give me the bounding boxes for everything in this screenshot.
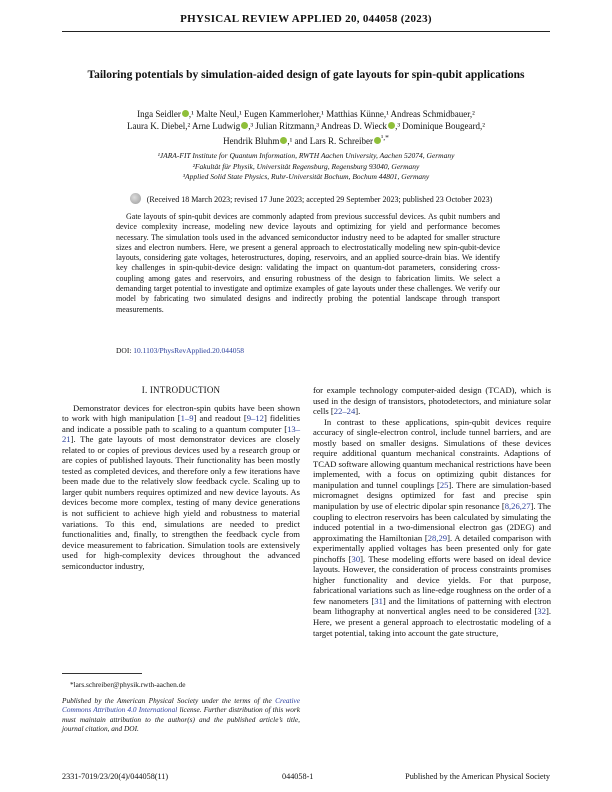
intro-paragraph-1-cont [313, 385, 551, 417]
text-run: ]. [355, 406, 361, 417]
crossmark-icon[interactable] [130, 193, 141, 204]
citation-link[interactable]: 28,29 [427, 532, 448, 543]
authors-line2c: ,³ Julian Ritzmann,³ Andreas D. Wieck [248, 121, 388, 131]
affiliation-2: ²Fakultät für Physik, Universität Regensburg, Regensburg 93040, Germany [192, 161, 420, 171]
text-run: ] and the limitations of patterning with electron beam lithography at nonvertical angles need to be considered [ [313, 595, 551, 617]
footnote-rule [62, 673, 142, 674]
text-run: ]. Here, we present a general approach to electrostatic modeling of a target potential, taking into account the gate structure, [313, 606, 551, 638]
authors-line3b: ,¹ and Lars R. Schreiber [287, 136, 374, 146]
text-run: Published by the American Physical Society under the terms of the [62, 695, 276, 705]
text-run: license. Further distribution of this work must maintain attribution to the author(s) and the published article’s title, journal citation, and DOI. [62, 705, 300, 734]
doi-line [116, 346, 244, 355]
header-rule [62, 31, 550, 32]
citation-link[interactable]: 22–24 [333, 406, 356, 417]
text-run: Demonstrator devices for electron-spin qubits have been shown to work with high manipulation [ [62, 402, 300, 424]
received-dates [80, 193, 542, 205]
abstract: Gate layouts of spin-qubit devices are commonly adapted from previous successful devices. As qubit numbers and device complexity increase, modeling new device layouts and optimizing for yield and performance becomes necessary. The simulation tools used in the advanced semiconductor industry need to be adapted for smaller structure sizes and electron numbers. Here, we present a general approach to electrostatically modeling new spin-qubit-device layouts, considering gate voltages, heterostructures, doping, reservoirs, and an applied source-drain bias. We identify key challenges in spin-qubit-device design: validating the impact on quantum-dot parameters, considering cross-coupling among gates and reservoirs, and ensuring robustness of the design to fabrication limits. We select a demanding target potential to investigate and optimize examples of gate layouts under these challenges. We verify our model by fabricating two simulated designs and indirectly probing the potential landscape through transport measurements. [116, 212, 500, 314]
orcid-icon[interactable] [374, 137, 381, 144]
intro-paragraph-2 [313, 417, 551, 638]
citation-link[interactable]: 31 [374, 595, 383, 606]
authors-line2b: ² Arne Ludwig [187, 121, 241, 131]
text-run: for example technology computer-aided design (TCAD), which is used in the design of transistors, photodetectors, and miniature solar cells [ [313, 385, 551, 417]
article-title: Tailoring potentials by simulation-aided design of gate layouts for spin-qubit applications [87, 69, 525, 81]
citation-link[interactable]: 1–9 [180, 413, 194, 424]
authors-line2a: Laura K. Diebel, [127, 121, 188, 131]
footer-publisher: Published by the American Physical Society [405, 772, 550, 781]
left-column [62, 385, 300, 571]
doi-link[interactable]: 10.1103/PhysRevApplied.20.044058 [133, 346, 245, 355]
text-run: ]. The gate layouts of most demonstrator devices are closely related to or copies of previous devices used by a research group or are copies of published layouts. Their functionality has been mostly tested as completed devices, and therefore only a few iterations have been made due to the relatively slow feedback cycle. Scaling up to larger qubit numbers requires optimized and new device layouts. As devices become more complex, testing of many device generations is not sufficient to achieve high yield and robustness to material variations. To this end, simulations are needed to predict functionalities and, finally, to strengthen the feedback cycle from device measurement to fabrication. Simulation tools are extensively used for high-complexity devices throughout the advanced semiconductor industry, [62, 434, 300, 571]
authors-line2d: ,³ Dominique Bougeard,² [395, 121, 485, 131]
affiliations [70, 151, 542, 183]
text-run: ]. A detailed comparison with experimentally applied voltages has been presented only for gate pinchoffs [ [313, 532, 552, 564]
authors-line3c: ¹,* [381, 133, 389, 142]
orcid-icon[interactable] [182, 110, 189, 117]
affiliation-1: ¹JARA-FIT Institute for Quantum Information, RWTH Aachen University, Aachen 52074, Germany [157, 151, 455, 160]
citation-link[interactable]: 25 [439, 479, 449, 490]
corresponding-email[interactable]: *lars.schreiber@physik.rwth-aachen.de [70, 680, 186, 689]
footer-issn: 2331-7019/23/20(4)/044058(11) [62, 772, 169, 781]
affiliation-3: ³Applied Solid State Physics, Ruhr-Universität Bochum, Bochum 44801, Germany [182, 172, 430, 181]
text-run: ]. These modeling efforts were based on ideal device layouts. However, the consideration of process constraints promises higher functionality and device yields. For that purpose, fabricational variations such as line-edge roughness on the order of a few nanometers [ [313, 553, 551, 606]
text-run: ]. The coupling to electron reservoirs has been calculated by simulating the induced potential in a two-dimensional electron gas (2DEG) and approximating the Hamiltonian [ [313, 501, 551, 543]
citation-link[interactable]: 32 [537, 606, 546, 617]
author-seidler[interactable]: Inga Seidler [137, 109, 181, 119]
right-column [313, 385, 551, 638]
orcid-icon[interactable] [388, 122, 395, 129]
text-run: ]. There are simulation-based micromagnet designs optimized for fast and precise spin manipulation by use of electric dipolar spin resonance [ [313, 479, 551, 512]
citation-link[interactable]: 8,26,27 [504, 501, 531, 512]
citation-link[interactable]: 30 [351, 553, 361, 564]
author-list [70, 108, 542, 147]
journal-header: PHYSICAL REVIEW APPLIED 20, 044058 (2023) [180, 13, 432, 25]
text-run: ] fidelities and indicate a possible path to scaling to a quantum computer [ [62, 413, 300, 434]
received-text: (Received 18 March 2023; revised 17 June 2023; accepted 29 September 2023; published 23 October 2023) [146, 195, 493, 204]
license-link[interactable]: Creative Commons Attribution 4.0 International [62, 695, 300, 715]
doi-label: DOI: [116, 346, 132, 355]
footnote [62, 680, 300, 734]
citation-link[interactable]: 9–12 [246, 413, 264, 424]
section-heading: I. INTRODUCTION [141, 385, 221, 395]
intro-paragraph-1 [62, 403, 300, 572]
citation-link[interactable]: 13–21 [62, 423, 300, 445]
text-run: In contrast to these applications, spin-qubit devices require accuracy of single-electron control, include tunnel barriers, and are mostly based on smaller designs. Simulations of these devices require additional quantum mechanical constraints. Adaptions of TCAD software allowing quantum mechanical restrictions have been implemented, with a focus on optimizing qubit distances for manipulation and tunnel couplings [ [313, 416, 551, 490]
authors-line1-rest: ,¹ Malte Neul,¹ Eugen Kammerloher,¹ Matthias Künne,¹ Andreas Schmidbauer,² [188, 109, 475, 119]
text-run: ] and readout [ [193, 413, 247, 424]
footer-page-number: 044058-1 [282, 772, 314, 781]
author-bluhm: Hendrik Bluhm [223, 136, 280, 146]
license-statement [62, 696, 300, 734]
